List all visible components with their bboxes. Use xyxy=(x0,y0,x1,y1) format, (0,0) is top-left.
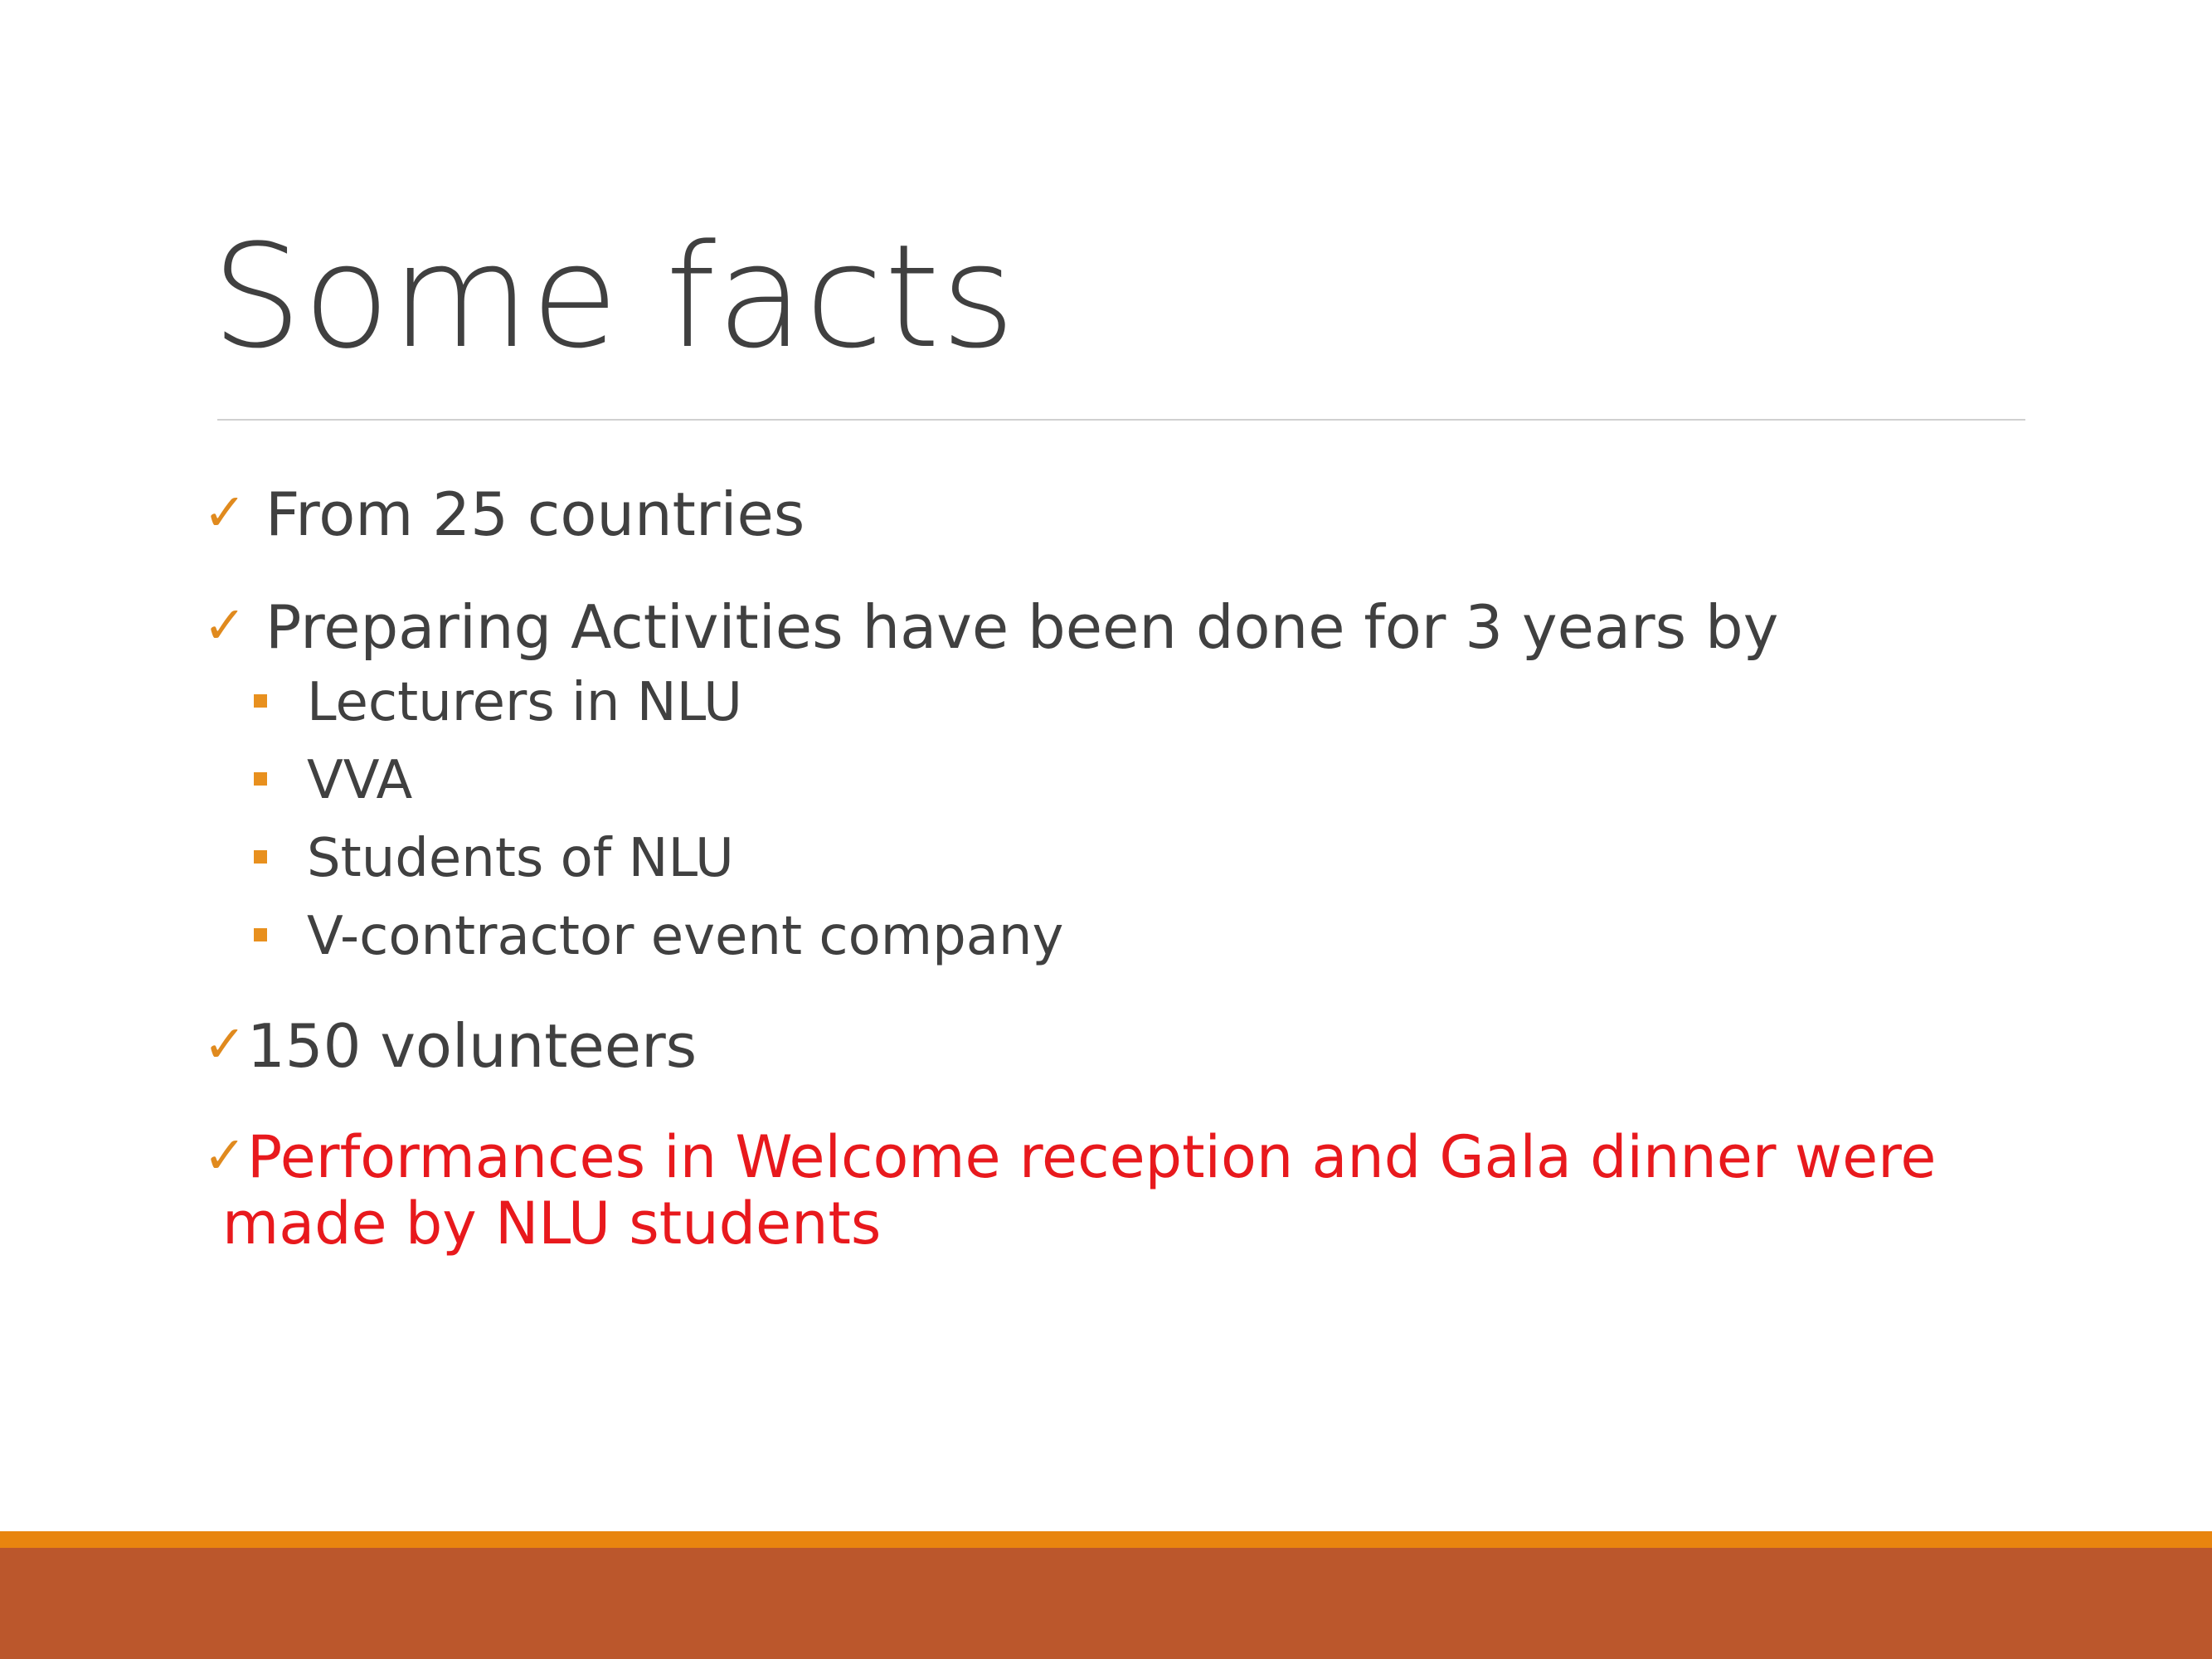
checkmark-icon: ✓ xyxy=(203,1125,246,1185)
square-bullet-icon xyxy=(254,772,267,786)
checkmark-icon: ✓ xyxy=(203,482,246,542)
slide-title: Some facts xyxy=(211,213,1017,380)
title-divider xyxy=(217,419,2025,421)
sub-bullet-text: VVA xyxy=(307,750,413,811)
sub-bullet-text: Students of NLU xyxy=(307,828,734,889)
square-bullet-icon xyxy=(254,928,267,941)
sub-bullet-text: V-contractor event company xyxy=(307,906,1064,967)
square-bullet-icon xyxy=(254,694,267,708)
footer-band xyxy=(0,1548,2212,1659)
square-bullet-icon xyxy=(254,850,267,864)
sub-bullet-text: Lecturers in NLU xyxy=(307,672,742,733)
footer-accent-line xyxy=(0,1531,2212,1548)
checkmark-icon: ✓ xyxy=(203,1014,246,1074)
bullet-text-highlight-continued: made by NLU students xyxy=(222,1190,882,1258)
bullet-text: 150 volunteers xyxy=(247,1011,698,1081)
bullet-text: From 25 countries xyxy=(265,479,805,549)
bullet-text-highlight: Performances in Welcome reception and Gala dinner were xyxy=(247,1123,1937,1191)
bullet-text: Preparing Activities have been done for 3 years by xyxy=(265,592,1779,662)
checkmark-icon: ✓ xyxy=(203,595,246,655)
